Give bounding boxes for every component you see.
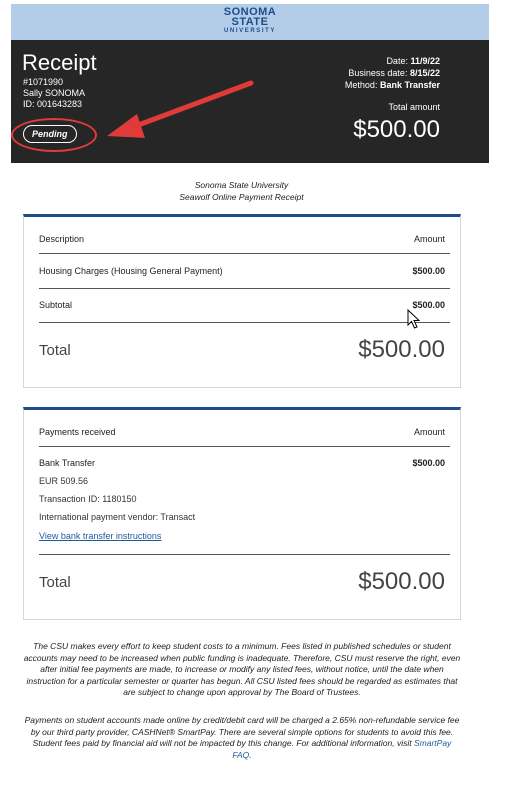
payments-header-row [39, 427, 445, 437]
logo-line-3: UNIVERSITY [223, 28, 276, 34]
receipt-subtitle: Seawolf Online Payment Receipt [179, 192, 304, 202]
smartpay-period: . [249, 749, 252, 760]
annotation-arrow-icon [101, 78, 261, 148]
amount-header: Amount [413, 234, 445, 244]
receipt-meta [23, 77, 85, 110]
logo-line-1: SONOMA [223, 6, 277, 18]
receipt-header [11, 40, 489, 163]
disclaimer-fees: The CSU makes every effort to keep student costs to a minimum. Fees listed in published schedules or student accounts may need to be increased when public funding is inadequate. Therefore, CSU must reserve the right, even after initial fee payments are made, to increase or modify any listed fees, without notice, until the date when instruction for a particular semester or quarter has begun. All CSU listed fees should be regarded as estimates that are subject to change upon approval by The Board of Trustees. [23, 641, 461, 697]
charges-total-label: Total [39, 341, 71, 359]
method-value: Bank Transfer [379, 80, 440, 90]
university-banner [11, 4, 489, 40]
total-amount-value: $500.00 [353, 116, 440, 143]
payment-vendor: International payment vendor: Transact [39, 512, 196, 522]
date-value: 11/9/22 [410, 56, 440, 66]
total-amount-label: Total amount [388, 102, 440, 112]
student-name: Sally SONOMA [23, 88, 86, 98]
method-label: Method: [344, 80, 378, 90]
charges-total-row [39, 336, 445, 364]
logo-line-2: STATE [231, 16, 269, 28]
charge-amount: $500.00 [412, 266, 445, 276]
charges-total-amount: $500.00 [358, 336, 445, 363]
mouse-pointer-icon [407, 309, 420, 329]
foreign-amount: EUR 509.56 [39, 476, 89, 486]
org-heading [0, 179, 483, 203]
business-date-label: Business date: [348, 68, 408, 78]
subtotal-label: Subtotal [39, 300, 73, 310]
description-header: Description [39, 234, 85, 244]
status-badge: Pending [23, 125, 77, 143]
payment-amount: $500.00 [412, 458, 445, 468]
divider [39, 554, 450, 555]
transaction-id: Transaction ID: 1180150 [39, 494, 137, 504]
payments-card [23, 407, 461, 620]
receipt-title: Receipt [22, 50, 97, 75]
payments-total-label: Total [39, 573, 71, 591]
smartpay-faq-link[interactable]: SmartPay FAQ [232, 738, 452, 760]
charges-header-row [39, 234, 445, 244]
divider [39, 446, 450, 447]
receipt-number: #1071990 [23, 77, 64, 87]
payments-amount-header: Amount [413, 427, 445, 437]
student-id: ID: 001643283 [23, 99, 83, 109]
org-name: Sonoma State University [194, 180, 289, 190]
sonoma-state-logo[interactable] [224, 7, 277, 36]
bank-transfer-instructions-link[interactable]: View bank transfer instructions [39, 531, 162, 541]
business-date-value: 8/15/22 [409, 68, 440, 78]
payment-method-row [39, 458, 445, 468]
subtotal-amount: $500.00 [412, 300, 445, 310]
charge-description: Housing Charges (Housing General Payment) [39, 266, 223, 276]
divider [39, 253, 450, 254]
divider [39, 288, 450, 289]
date-label: Date: [386, 56, 408, 66]
charge-row [39, 266, 445, 276]
receipt-details [345, 55, 440, 91]
payment-method: Bank Transfer [39, 458, 96, 468]
annotation-circle [11, 118, 97, 152]
divider [39, 322, 450, 323]
payments-total-row [39, 568, 445, 596]
subtotal-row [39, 300, 445, 310]
payments-total-amount: $500.00 [358, 568, 445, 595]
smartpay-text: Payments on student accounts made online by credit/debit card will be charged a 2.65% non-refundable service fee by our third party provider, CASHNet® SmartPay. There are several simple options for students to avoid this fee. Student fees paid by financial aid will not be impacted by this change. For additional information, visit [24, 715, 460, 748]
disclaimer-smartpay [22, 715, 462, 761]
payments-header: Payments received [39, 427, 116, 437]
charges-card [23, 214, 461, 388]
